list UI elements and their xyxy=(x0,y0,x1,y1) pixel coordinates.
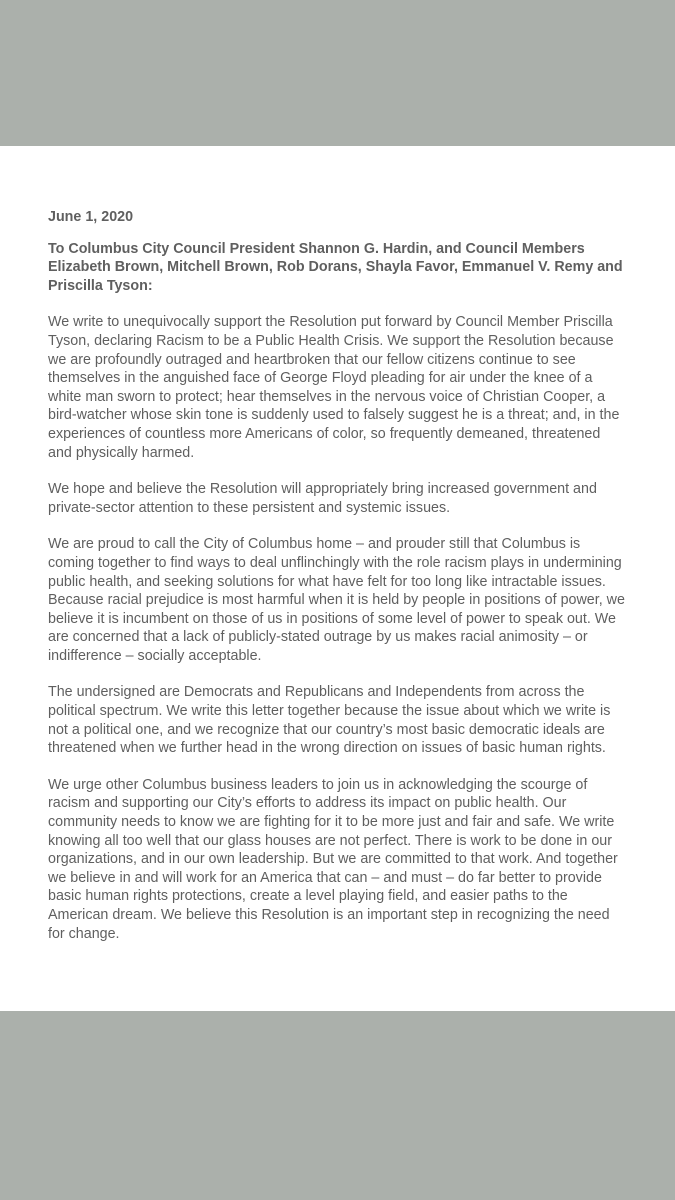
letter-paragraph-2: We hope and believe the Resolution will appropriately bring increased government and private-sector attention to these persistent and systemic issues. xyxy=(48,481,597,516)
letter-date: June 1, 2020 xyxy=(48,209,134,225)
letter-paragraph-3: We are proud to call the City of Columbus home – and prouder still that Columbus is coming together to find ways to deal unflinchingly with the role racism plays in undermining public health, and seeking solutions for what have felt for too long like intractable issues. Because racial prejudice is most harmful when it is held by people in positions of power, we believe it is incumbent on those of us in positions of some level of power to speak out. We are concerned that a lack of publicly-stated outrage by us makes racial animosity – or indifference – socially acceptable. xyxy=(48,536,625,664)
letter-body xyxy=(48,208,628,961)
letter-page xyxy=(0,146,675,1011)
letter-paragraph-1: We write to unequivocally support the Resolution put forward by Council Member Priscilla Tyson, declaring Racism to be a Public Health Crisis. We support the Resolution because we are profoundly outraged and heartbroken that our fellow citizens continue to see themselves in the anguished face of George Floyd pleading for air under the knee of a white man sworn to protect; hear themselves in the nervous voice of Christian Cooper, a bird-watcher whose skin tone is suddenly used to falsely suggest he is a threat; and, in the experiences of countless more Americans of color, so frequently demeaned, threatened and physically harmed. xyxy=(48,314,620,461)
letter-salutation: To Columbus City Council President Shannon G. Hardin, and Council Members Elizabeth Brown, Mitchell Brown, Rob Dorans, Shayla Favor, Emmanuel V. Remy and Priscilla Tyson: xyxy=(48,240,623,294)
letter-paragraph-4: The undersigned are Democrats and Republicans and Independents from across the political spectrum. We write this letter together because the issue about which we write is not a political one, and we recognize that our country’s most basic democratic ideals are threatened when we further head in the wrong direction on issues of basic human rights. xyxy=(48,684,611,757)
letter-paragraph-5: We urge other Columbus business leaders to join us in acknowledging the scourge of racism and supporting our City’s efforts to address its impact on public health. Our community needs to know we are fighting for it to be more just and fair and safe. We write knowing all too well that our glass houses are not perfect. There is work to be done in our organizations, and in our own leadership. But we are committed to that work. And together we believe in and will work for an America that can – and must – do far better to provide basic human rights protections, create a level playing field, and easier paths to the American dream. We believe this Resolution is an important step in recognizing the need for change. xyxy=(48,776,618,942)
